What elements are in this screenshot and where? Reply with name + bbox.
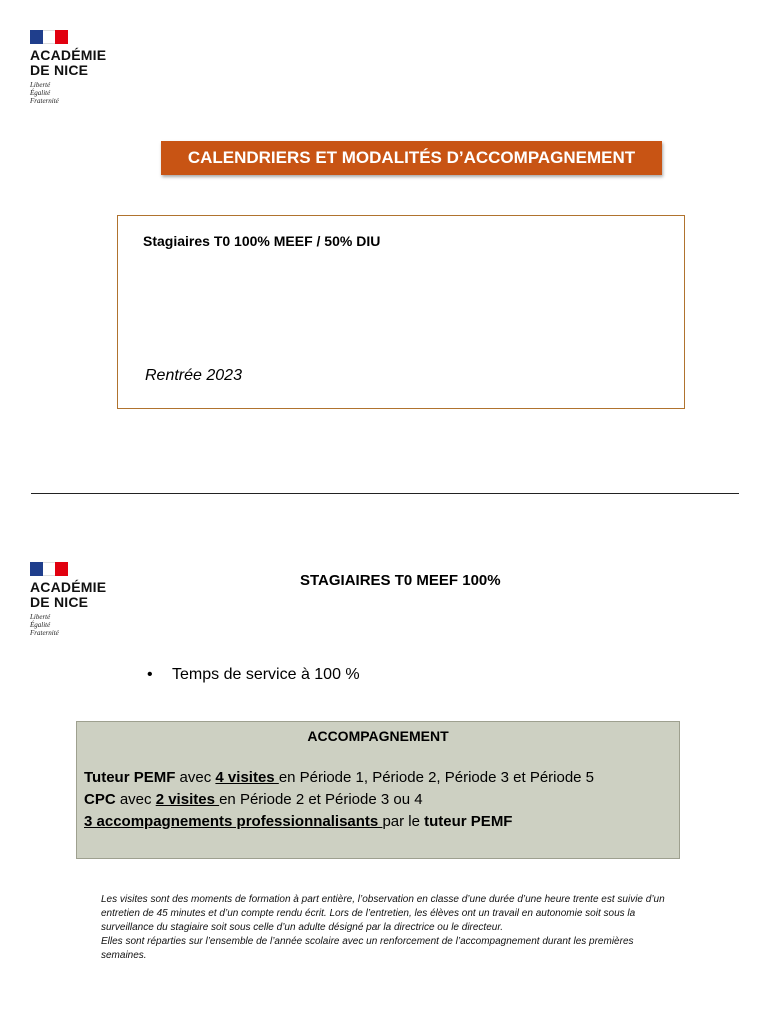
bullet-icon: • [147,666,153,683]
logo-name: ACADÉMIE DE NICE [30,579,107,610]
tutor-visits-line [84,769,594,786]
logo-name: ACADÉMIE DE NICE [30,47,107,78]
accompaniments-line [84,813,512,830]
cpc-visits-line [84,791,423,808]
tutor-visits: 4 visites [215,769,279,786]
french-flag-icon [30,30,68,44]
logo-motto: Liberté Égalité Fraternité [30,81,59,105]
visits-note [101,893,681,963]
cpc-periods: en Période 2 et Période 3 ou 4 [219,791,423,808]
academie-logo-page2 [30,562,106,637]
cover-subtitle: Stagiaires T0 100% MEEF / 50% DIU [143,233,381,249]
accompagnement-title: ACCOMPAGNEMENT [307,728,449,744]
cover-date: Rentrée 2023 [145,367,242,384]
cpc-visits: 2 visites [155,791,220,808]
tutor-role: Tuteur PEMF [84,769,176,786]
bullet-text: Temps de service à 100 % [172,666,360,683]
accompaniments-count: 3 accompagnements professionnalisants [84,813,383,830]
avec-text: avec [175,769,216,786]
cover-frame [117,215,685,409]
title-banner: CALENDRIERS ET MODALITÉS D’ACCOMPAGNEMENT [161,141,662,175]
tutor-name: tuteur PEMF [424,813,513,830]
page-divider [31,493,739,494]
tutor-periods: en Période 1, Période 2, Période 3 et Période 5 [278,769,595,786]
avec-text: avec [115,791,156,808]
academie-logo [30,30,106,105]
cpc-role: CPC [84,791,116,808]
page2-title: STAGIAIRES T0 MEEF 100% [300,572,501,589]
accompagnement-box [76,721,680,859]
note-paragraph-1: Les visites sont des moments de formation à part entière, l’observation en classe d’une durée d’une heure trente est suivie d’un entretien de 45 minutes et d’un compte rendu écrit. Lors de l’entretien, les élèves ont un travail en autonomie soit sous la surveillance du stagiaire soit sous celle d’un adulte désigné par la directrice ou le directeur. [101,894,665,933]
french-flag-icon [30,562,68,576]
bullet-item [147,666,360,684]
par-text: par le [382,813,425,830]
logo-motto: Liberté Égalité Fraternité [30,613,59,637]
note-paragraph-2: Elles sont réparties sur l’ensemble de l’année scolaire avec un renforcement de l’accompagnement durant les premières semaines. [101,936,634,961]
